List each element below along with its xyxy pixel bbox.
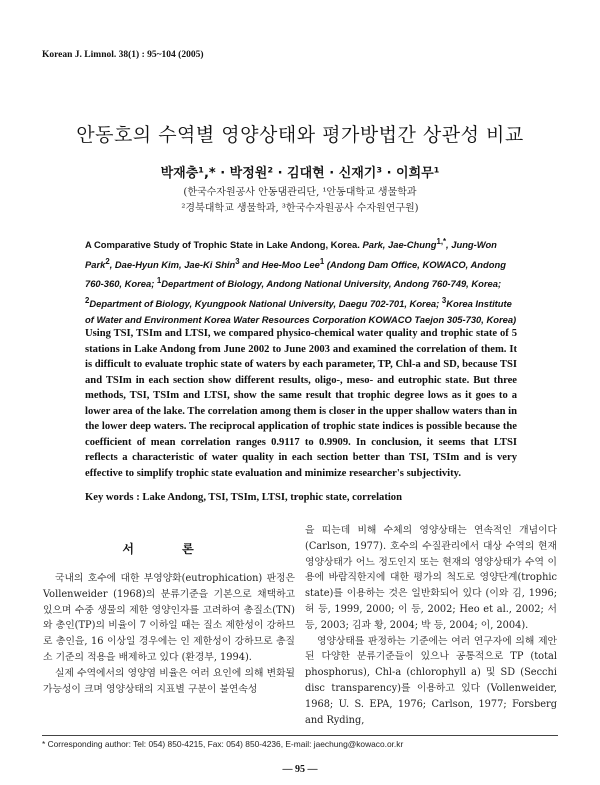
left-column	[43, 571, 295, 697]
footnote: * Corresponding author: Tel: 054) 850-4215, Fax: 054) 850-4236, E-mail: jaechung@kowaco.or.kr	[42, 739, 404, 749]
english-affiliation-3: Korea Institute of Water and Environment Korea Water Resources Corporation KOWACO Taejon 305-730, Korea)	[85, 297, 517, 326]
paragraph: 국내의 호수에 대한 부영양화(eutrophication) 판정은 Vollenweider (1968)의 분류기준을 기본으로 채택하고 있으며 수중 생물의 제한 영양인자를 고려하여 총질소(TN)와 총인(TP)의 비율이 7 이하일 때는 질소 제한성이 강하므로 총인을, 16 이상일 경우에는 인 제한성이 강하므로 총질소 기준의 적용을 배제하고 있다 (환경부, 1994).	[43, 573, 295, 663]
english-title: A Comparative Study of Trophic State in Lake Andong, Korea.	[85, 239, 360, 251]
affiliation-line-1: (한국수자원공사 안동댐관리단, ¹안동대학교 생물학과	[183, 187, 417, 198]
english-title-block	[85, 234, 517, 329]
affiliation-line-2: ²경북대학교 생물학과, ³한국수자원공사 수자원연구원)	[181, 203, 419, 214]
keywords: Key words : Lake Andong, TSI, TSIm, LTSI, trophic state, correlation	[85, 492, 402, 503]
journal-header: Korean J. Limnol. 38(1) : 95~104 (2005)	[42, 50, 204, 60]
page-number: — 95 —	[282, 764, 318, 775]
english-author-2: , Jung-Won Park	[85, 239, 497, 270]
paragraph: 영양상태를 판정하는 기준에는 여러 연구자에 의해 제안된 다양한 분류기준들이 있으나 공통적으로 TP (total phosphorus), Chl-a (chlorophyll a) 및 SD (Secchi disc transparency)를 이용하고 있다 (Vollenweider, 1968; U. S. EPA, 1976; Carlson, 1977; Forsberg and Ryding,	[305, 635, 557, 726]
section-heading: 서 론	[122, 542, 216, 556]
english-affiliation-1: Department of Biology, Andong National University, Andong 760-749, Korea;	[161, 278, 502, 290]
superscript: 3	[441, 295, 447, 305]
superscript: 2	[105, 256, 110, 266]
english-affiliation-0: (Andong Dam Office, KOWACO, Andong 760-360, Korea;	[85, 258, 506, 290]
paragraph: 실제 수역에서의 영양염 비율은 여러 요인에 의해 변화될 가능성이 크며 영양상태의 지표별 구분이 불연속성	[43, 667, 295, 695]
english-author-1: Park, Jae-Chung	[359, 239, 437, 251]
paragraph: 을 띠는데 비해 수체의 영양상태는 연속적인 개념이다 (Carlson, 1977). 호수의 수질관리에서 대상 수역의 현재 영양상태가 어느 정도인지 또는 현재의 영양상태가 수역 이용에 바람직한지에 대한 평가의 척도로 영양단계(trophic state)를 이용하는 것은 일반화되어 있다 (이와 김, 1996; 허 등, 1999, 2000; 이 등, 2002; Heo et al., 2002; 서 등, 2003; 김과 황, 2004; 박 등, 2004; 이, 2004).	[305, 525, 557, 631]
english-affiliation-2: Department of Biology, Kyungpook National University, Daegu 702-701, Korea;	[89, 297, 442, 309]
superscript: 1	[319, 256, 325, 266]
superscript: 2	[85, 295, 90, 305]
english-author-3: , Dae-Hyun Kim, Jae-Ki Shin	[109, 258, 236, 270]
author-list: 박재충¹,* · 박정원² · 김대현 · 신재기³ · 이희무¹	[160, 166, 440, 181]
superscript: 1	[156, 276, 162, 286]
right-column	[305, 523, 557, 728]
superscript: 1,*	[436, 237, 447, 246]
english-author-4: and Hee-Moo Lee	[239, 258, 320, 270]
abstract: Using TSI, TSIm and LTSI, we compared physico-chemical water quality and trophic state of 5 stations in Lake Andong from June 2002 to June 2003 and examined the correlation of them. It is difficult to evaluate trophic state of waters by each parameter, TP, Chl-a and SD, because TSI and TSIm in each section show different results, oligo-, meso- and eutrophic state. But three methods, TSI, TSIm and LTSI, show the same result that trophic degree lows as it goes to a lower area of the lake. The correlation among them is closer in the upper shallow waters than in the lower deep waters. The reciprocal application of trophic state indices is possible because the coefficient of mean correlation ranges 0.9117 to 0.9909. In conclusion, it seems that LTSI reflects a characteristic of water quality in each section better than TSI, TSIm and is very effective to simplify trophic state evaluation and minimize researcher's subjectivity.	[85, 328, 517, 479]
footnote-rule	[42, 735, 558, 736]
paper-title: 안동호의 수역별 영양상태와 평가방법간 상관성 비교	[76, 124, 524, 146]
superscript: 3	[235, 256, 240, 266]
